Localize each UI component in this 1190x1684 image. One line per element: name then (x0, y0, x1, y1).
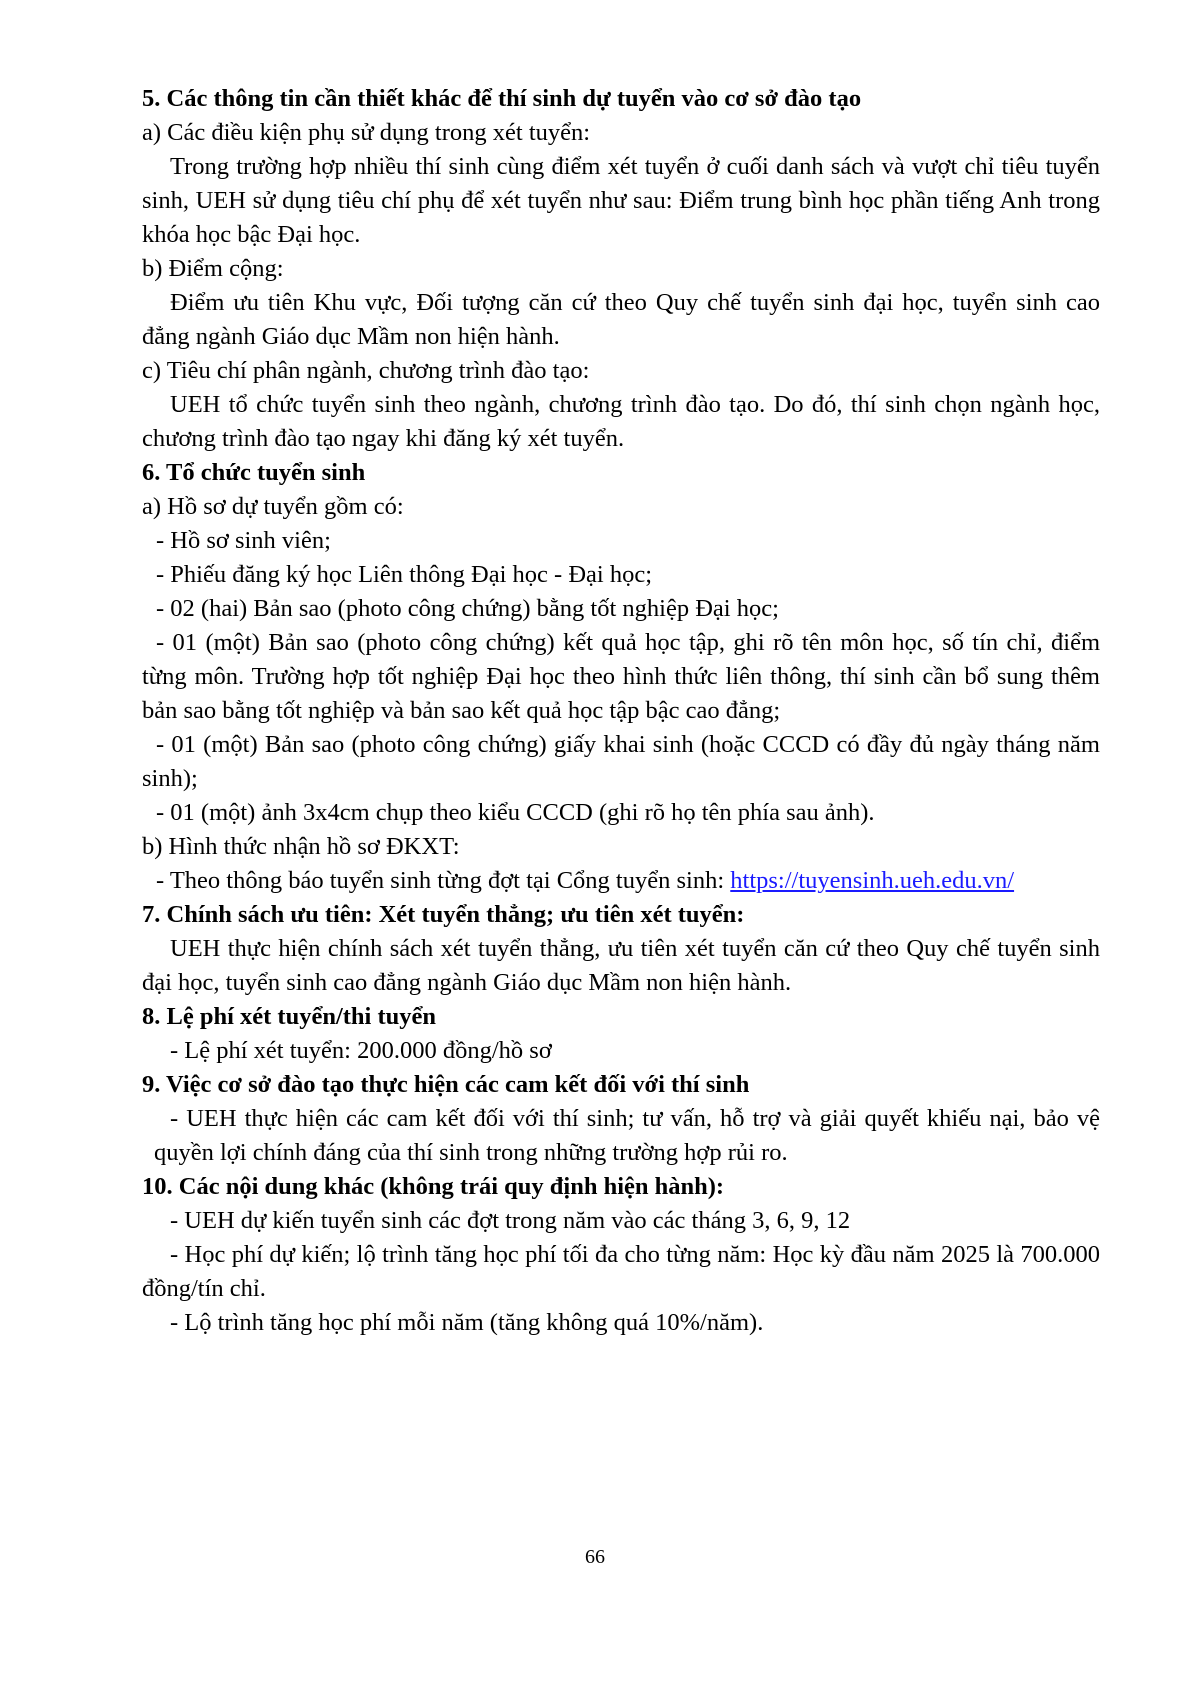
page-content (142, 82, 1100, 1340)
section-7-text: UEH thực hiện chính sách xét tuyển thẳng, ưu tiên xét tuyển căn cứ theo Quy chế tuyển sinh đại học, tuyển sinh cao đẳng ngành Giáo dục Mầm non hiện hành. (142, 935, 1100, 996)
section-5b-text: Điểm ưu tiên Khu vực, Đối tượng căn cứ theo Quy chế tuyển sinh đại học, tuyển sinh cao đẳng ngành Giáo dục Mầm non hiện hành. (142, 289, 1100, 350)
section-6b-label: b) Hình thức nhận hồ sơ ĐKXT: (142, 833, 460, 860)
list-item: - Lộ trình tăng học phí mỗi năm (tăng không quá 10%/năm). (170, 1309, 764, 1336)
section-6b-lead: - Theo thông báo tuyển sinh từng đợt tại Cổng tuyển sinh: (156, 867, 731, 894)
section-8-text: - Lệ phí xét tuyển: 200.000 đồng/hồ sơ (170, 1037, 552, 1064)
list-item: - UEH dự kiến tuyển sinh các đợt trong năm vào các tháng 3, 6, 9, 12 (170, 1207, 851, 1234)
section-6b-text (142, 864, 1100, 898)
section-10-heading: 10. Các nội dung khác (không trái quy định hiện hành): (142, 1173, 725, 1200)
list-item: - Phiếu đăng ký học Liên thông Đại học - Đại học; (156, 561, 653, 588)
list-item: - Học phí dự kiến; lộ trình tăng học phí tối đa cho từng năm: Học kỳ đầu năm 2025 là 700.000 đồng/tín chỉ. (142, 1241, 1100, 1302)
section-5c-text: UEH tổ chức tuyển sinh theo ngành, chương trình đào tạo. Do đó, thí sinh chọn ngành học, chương trình đào tạo ngay khi đăng ký xét tuyển. (142, 391, 1100, 452)
section-7-heading: 7. Chính sách ưu tiên: Xét tuyển thẳng; ưu tiên xét tuyển: (142, 901, 745, 928)
section-9-text: - UEH thực hiện các cam kết đối với thí sinh; tư vấn, hỗ trợ và giải quyết khiếu nại, bảo vệ quyền lợi chính đáng của thí sinh trong những trường hợp rủi ro. (154, 1105, 1100, 1166)
section-5c-label: c) Tiêu chí phân ngành, chương trình đào tạo: (142, 357, 590, 384)
page-number: 66 (585, 1546, 605, 1568)
section-6-heading: 6. Tổ chức tuyển sinh (142, 459, 366, 486)
section-6a-label: a) Hồ sơ dự tuyển gồm có: (142, 493, 404, 520)
section-5a-label: a) Các điều kiện phụ sử dụng trong xét tuyển: (142, 119, 591, 146)
list-item: - 01 (một) ảnh 3x4cm chụp theo kiểu CCCD (ghi rõ họ tên phía sau ảnh). (156, 799, 875, 826)
section-5-heading: 5. Các thông tin cần thiết khác để thí sinh dự tuyển vào cơ sở đào tạo (142, 85, 862, 112)
admissions-portal-link[interactable]: https://tuyensinh.ueh.edu.vn/ (730, 867, 1015, 894)
section-5b-label: b) Điểm cộng: (142, 255, 284, 282)
section-8-heading: 8. Lệ phí xét tuyển/thi tuyển (142, 1003, 437, 1030)
list-item: - 02 (hai) Bản sao (photo công chứng) bằng tốt nghiệp Đại học; (156, 595, 779, 622)
list-item: - 01 (một) Bản sao (photo công chứng) kết quả học tập, ghi rõ tên môn học, số tín chỉ, điểm từng môn. Trường hợp tốt nghiệp Đại học theo hình thức liên thông, thí sinh cần bổ sung thêm bản sao bằng tốt nghiệp và bản sao kết quả học tập bậc cao đẳng; (142, 629, 1100, 724)
list-item: - Hồ sơ sinh viên; (156, 527, 331, 554)
section-5a-text: Trong trường hợp nhiều thí sinh cùng điểm xét tuyển ở cuối danh sách và vượt chỉ tiêu tuyển sinh, UEH sử dụng tiêu chí phụ để xét tuyển như sau: Điểm trung bình học phần tiếng Anh trong khóa học bậc Đại học. (142, 153, 1100, 248)
list-item: - 01 (một) Bản sao (photo công chứng) giấy khai sinh (hoặc CCCD có đầy đủ ngày tháng năm sinh); (142, 731, 1100, 792)
section-9-heading: 9. Việc cơ sở đào tạo thực hiện các cam kết đối với thí sinh (142, 1071, 750, 1098)
